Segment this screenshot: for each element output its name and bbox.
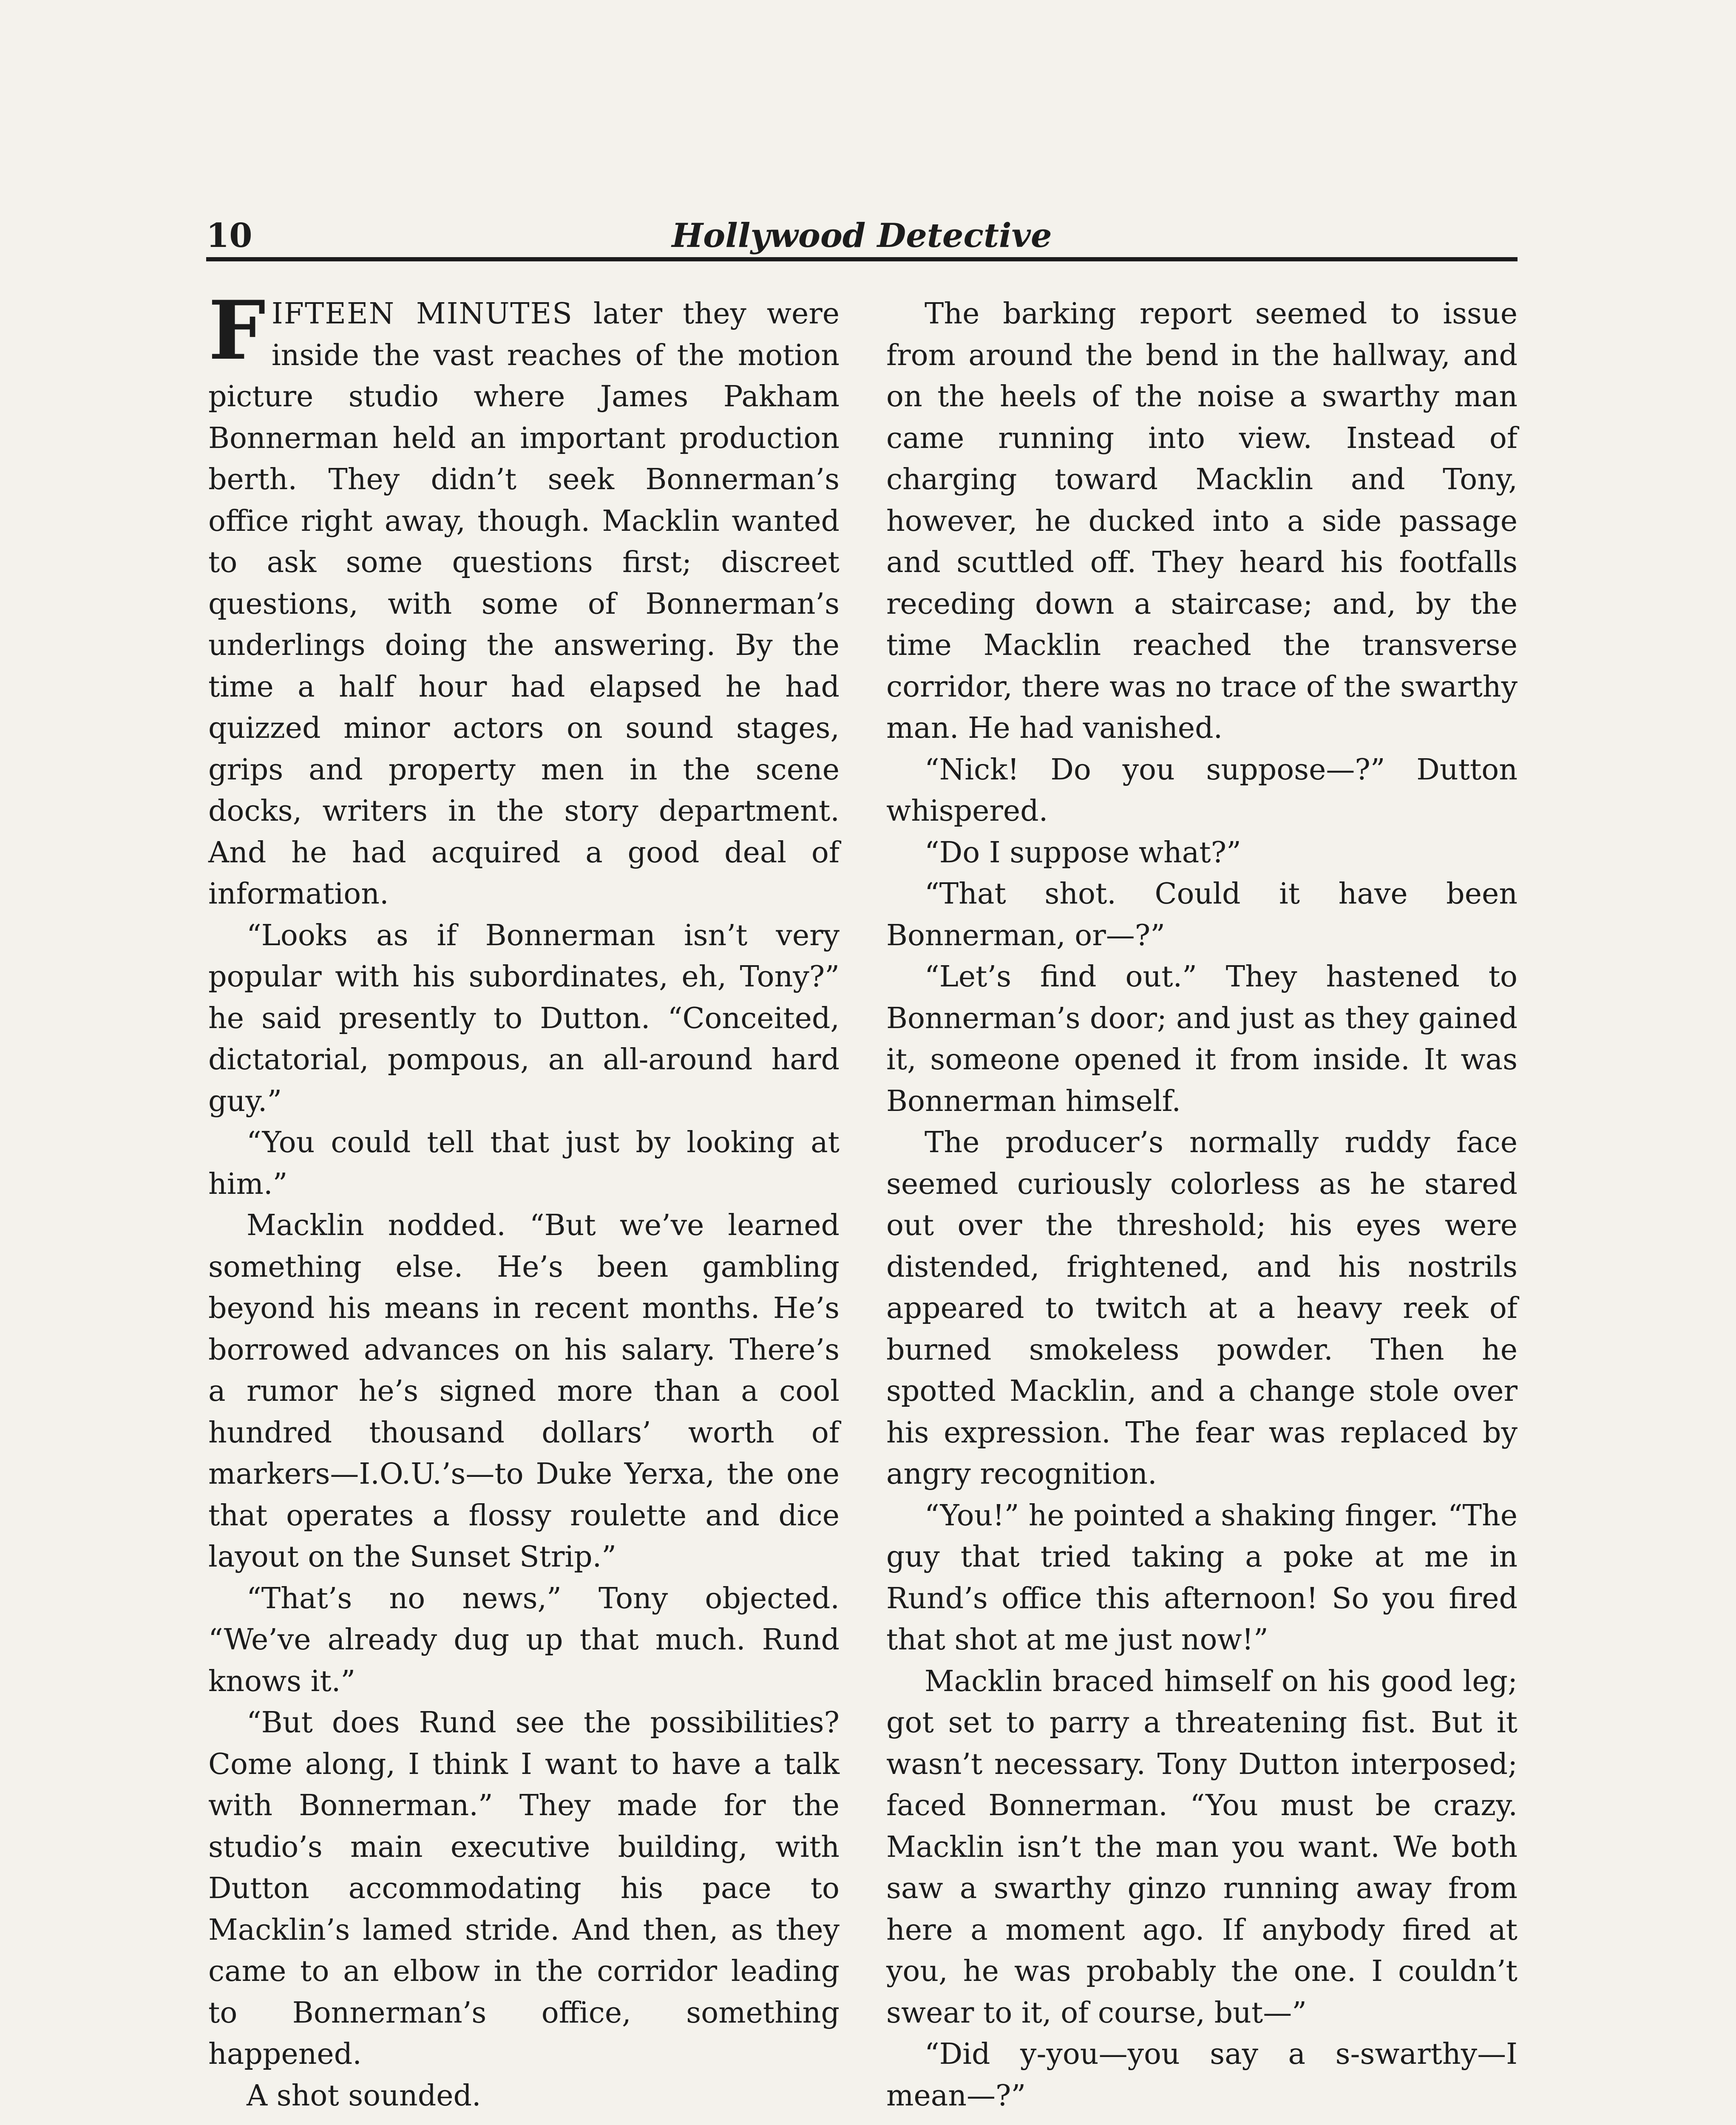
paragraph: Macklin braced himself on his good leg; got set to parry a threatening fist. But it wasn’t necessary. Tony Dutton interposed; faced Bonnerman. “You must be crazy. Macklin isn’t the man you want. We both saw a swarthy ginzo running away from here a moment ago. If anybody fired at you, he was probably the one. I couldn’t swear to it, of course, but—” (886, 1664, 1518, 2030)
paragraph: “You could tell that just by looking at him.” (208, 1126, 840, 1201)
paragraph: A shot sounded. (247, 2079, 481, 2113)
paragraph: “That’s no news,” Tony objected. “We’ve already dug up that much. Rund knows it.” (208, 1581, 840, 1698)
header-rule (206, 257, 1518, 261)
paragraph: “Nick! Do you suppose—?” Dutton whispered. (886, 753, 1518, 828)
paragraph: “But does Rund see the possibilities? Come along, I think I want to have a talk with Bonnerman.” They made for the studio’s main executive building, with Dutton accommodating his pace to Macklin’s lamed stride. And then, as they came to an elbow in the corridor leading to Bonnerman’s office, something happened. (208, 1706, 840, 2071)
right-column (886, 293, 1518, 2116)
paragraph (208, 283, 840, 915)
paragraph: “That shot. Could it have been Bonnerman, or—?” (886, 877, 1518, 952)
paragraph-text: later they were inside the vast reaches of the motion picture studio where James Pakham Bonnerman held an important production berth. They didn’t seek Bonnerman’s office right away, though. Macklin wanted to ask some questions first; discreet questions, with some of Bonnerman’s underlings doing the answering. By the time a half hour had elapsed he had quizzed minor actors on sound stages, grips and property men in the scene docks, writers in the story department. And he had acquired a good deal of information. (208, 297, 840, 911)
paragraph: The barking report seemed to issue from around the bend in the hallway, and on the heels of the noise a swarthy man came running into view. Instead of charging toward Macklin and Tony, however, he ducked into a side passage and scuttled off. They heard his footfalls receding down a staircase; and, by the time Macklin reached the transverse corridor, there was no trace of the swarthy man. He had vanished. (886, 297, 1518, 745)
paragraph: The producer’s normally ruddy face seemed curiously colorless as he stared out over the threshold; his eyes were distended, frightened, and his nostrils appeared to twitch at a heavy reek of burned smokeless powder. Then he spotted Macklin, and a change stole over his expression. The fear was replaced by angry recognition. (886, 1126, 1518, 1491)
page-header (206, 212, 1518, 264)
paragraph: “Do I suppose what?” (925, 836, 1241, 870)
running-title: Hollywood Detective (672, 216, 1052, 255)
opening-caps: IFTEEN MINUTES (271, 297, 573, 331)
paragraph: Macklin nodded. “But we’ve learned something else. He’s been gambling beyond his means in recent months. He’s borrowed advances on his salary. There’s a rumor he’s signed more than a cool hundred thousand dollars’ worth of markers—I.O.U.’s—to Duke Yerxa, the one that operates a flossy roulette and dice layout on the Sunset Strip.” (208, 1209, 840, 1574)
paragraph: “Did y-you—you say a s-swarthy—I mean—?” (886, 2037, 1518, 2113)
page-number: 10 (206, 216, 252, 255)
left-column (208, 283, 840, 2116)
paragraph: “Let’s find out.” They hastened to Bonnerman’s door; and just as they gained it, someone opened it from inside. It was Bonnerman himself. (886, 960, 1518, 1118)
paragraph: “Looks as if Bonnerman isn’t very popular with his subordinates, eh, Tony?” he said presently to Dutton. “Conceited, dictatorial, pompous, an all-around hard guy.” (208, 918, 840, 1118)
paragraph: “You!” he pointed a shaking finger. “The guy that tried taking a poke at me in Rund’s office this afternoon! So you fired that shot at me just now!” (886, 1499, 1518, 1657)
drop-cap: F (208, 283, 266, 378)
